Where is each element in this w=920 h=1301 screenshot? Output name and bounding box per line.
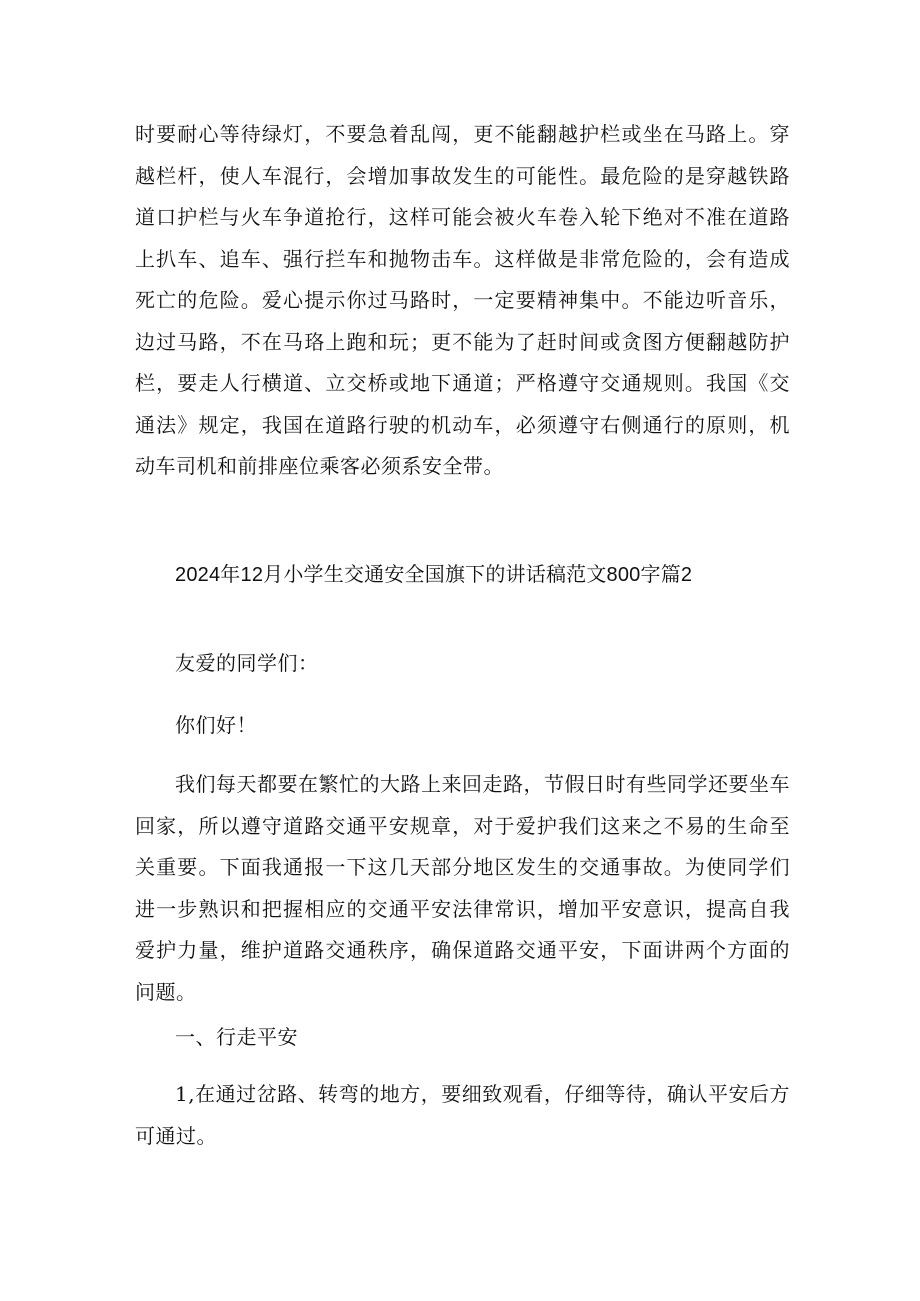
list-item: 1,在通过岔路、转弯的地方，要细致观看，仔细等待，确认平安后方可通过。	[135, 1082, 790, 1148]
article-title: 2024年12月小学生交通安全国旗下的讲话稿范文800字篇2	[175, 564, 693, 586]
greeting: 你们好！	[175, 713, 257, 737]
body-paragraph-continued: 时要耐心等待绿灯，不要急着乱闯，更不能翻越护栏或坐在马路上。穿越栏杆，使人车混行，会增加事故发生的可能性。最危险的是穿越铁路道口护栏与火车争道抢行，这样可能会被火车卷入轮下绝对不准在道路上扒车、追车、强行拦车和抛物击车。这样做是非常危险的，会有造成死亡的危险。爱心提示你过马路时，一定要精神集中。不能边听音乐，边过马路，不在马珞上跑和玩；更不能为了赶时间或贪图方便翻越防护栏，要走人行横道、立交桥或地下通道；严格遵守交通规则。我国《交通法》规定，我国在道路行驶的机动车，必须遵守右侧通行的原则，机动车司机和前排座位乘客必须系安全带。	[135, 122, 790, 478]
salutation: 友爱的同学们：	[175, 651, 319, 675]
body-paragraph-intro: 我们每天都要在繁忙的大路上来回走路，节假日时有些同学还要坐车回家，所以遵守道路交通平安规章，对于爱护我们这来之不易的生命至关重要。下面我通报一下这几天部分地区发生的交通事故。为使同学们进一步熟识和把握相应的交通平安法律常识，增加平安意识，提高自我爱护力量，维护道路交通秩序，确保道路交通平安，下面讲两个方面的问题。	[135, 772, 790, 1004]
section-heading: 一、行走平安	[175, 1025, 298, 1049]
